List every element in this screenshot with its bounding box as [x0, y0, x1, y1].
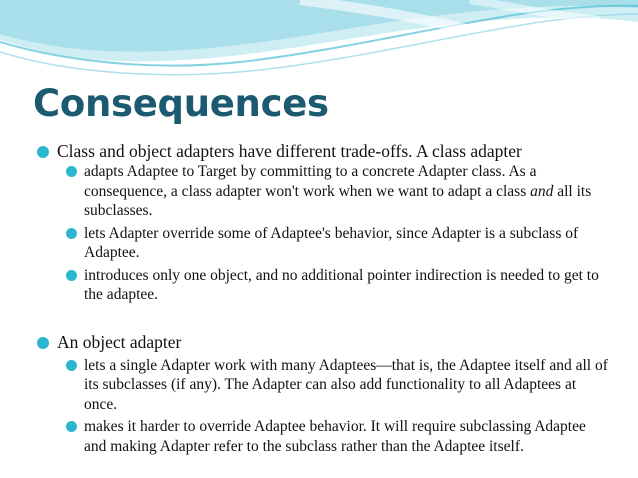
sub-bullet-text: adapts Adaptee to Target by committing to a concrete Adapter class. As a consequence, a class adapter won't work when we want to adapt a class [84, 163, 537, 200]
header-wave-decoration [0, 0, 638, 85]
sub-bullet [0, 224, 638, 263]
bullet-dot-icon [66, 228, 77, 239]
sub-bullet-text: lets Adapter override some of Adaptee's behavior, since Adapter is a subclass of Adaptee. [84, 224, 579, 261]
bullet-dot-icon [66, 270, 77, 281]
bullet-text: An object adapter [57, 331, 182, 352]
slide-body [0, 140, 638, 456]
sub-bullet-text: makes it harder to override Adaptee behavior. It will require subclassing Adaptee and making Adapter refer to the subclass rather than the Adaptee itself. [84, 418, 586, 455]
sub-bullet-text: introduces only one object, and no additional pointer indirection is needed to get to the adaptee. [84, 266, 599, 303]
sub-bullet-text: lets a single Adapter work with many Adaptees—that is, the Adaptee itself and all of its subclasses (if any). The Adapter can also add functionality to all Adaptees at once. [84, 356, 608, 413]
bullet-dot-icon [37, 337, 49, 349]
sub-bullet [0, 417, 638, 456]
sub-bullet-text-tail: all its subclasses. [84, 182, 592, 219]
bullet-dot-icon [66, 360, 77, 371]
emphasis-text: and [530, 182, 554, 200]
bullet-text: Class and object adapters have different trade-offs. A class adapter [57, 141, 522, 161]
sub-bullet [0, 162, 638, 221]
bullet-dot-icon [66, 166, 77, 177]
sub-bullet [0, 266, 638, 305]
bullet-object-adapter [0, 331, 638, 353]
sub-bullet [0, 356, 638, 415]
slide-title: Consequences [33, 82, 329, 125]
bullet-class-adapter [0, 140, 638, 162]
bullet-dot-icon [37, 146, 49, 158]
bullet-dot-icon [66, 421, 77, 432]
